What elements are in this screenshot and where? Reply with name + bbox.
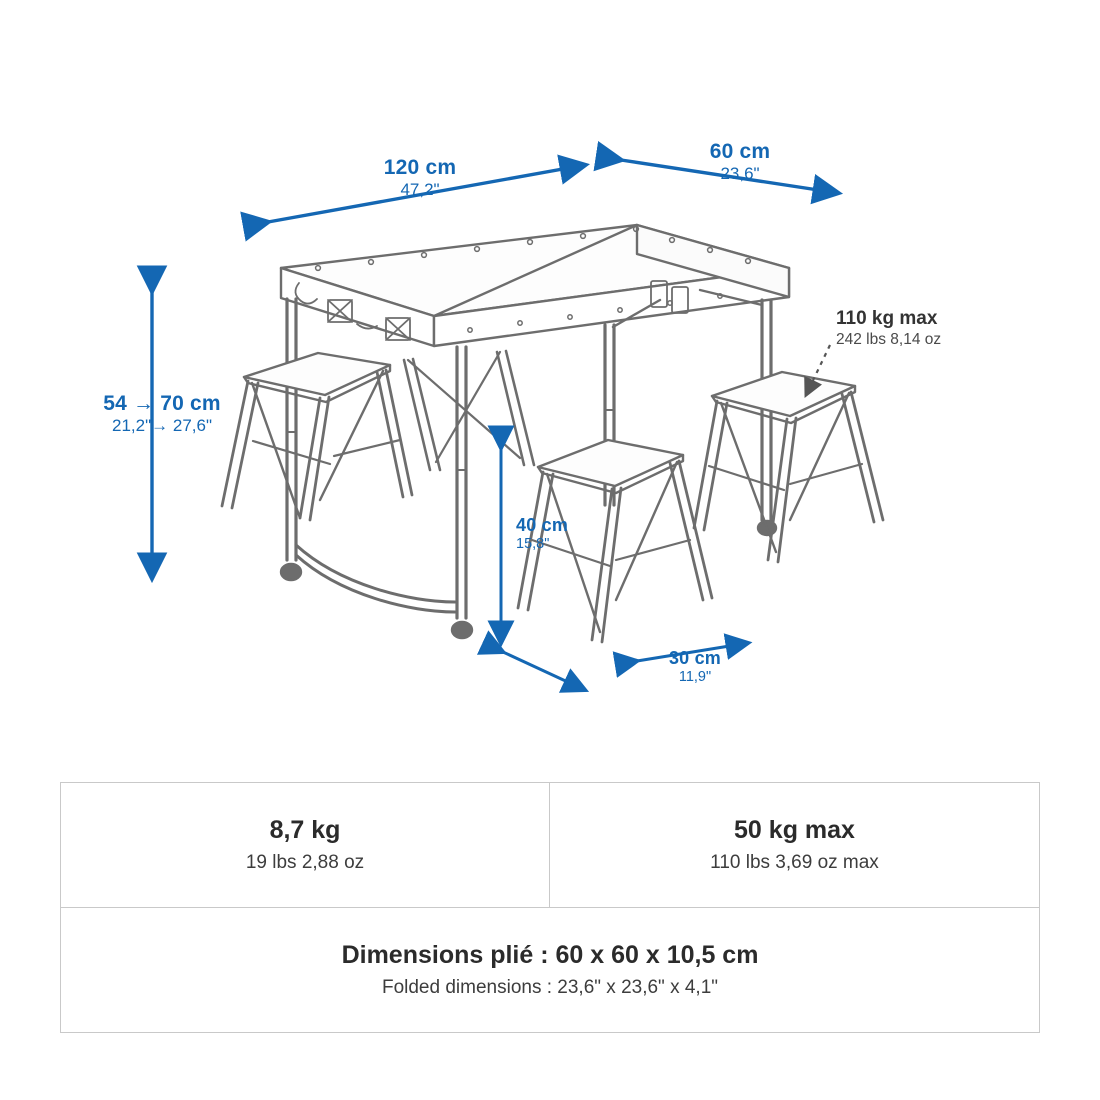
folded-dimensions-imperial: Folded dimensions : 23,6" x 23,6" x 4,1": [381, 977, 719, 998]
stool-max-load-imperial: 242 lbs 8,14 oz: [836, 330, 942, 348]
table-width-imperial: 23,6": [720, 164, 760, 184]
stool-width-metric: 30 cm: [668, 648, 722, 668]
weight-imperial: 19 lbs 2,88 oz: [245, 852, 365, 873]
spec-cell-weight: [61, 783, 550, 907]
folded-dimensions-metric: Dimensions plié : 60 x 60 x 10,5 cm: [341, 941, 759, 969]
spec-row-top: [61, 783, 1039, 908]
spec-cell-max-load: [550, 783, 1039, 907]
spec-row-folded: [61, 908, 1039, 1032]
dimension-label-stool-height: [516, 515, 626, 552]
stool-max-load-metric: 110 kg max: [836, 308, 938, 329]
table-length-imperial: 47,2": [400, 180, 440, 200]
max-load-imperial: 110 lbs 3,69 oz max: [710, 852, 879, 873]
stool-width-imperial: 11,9": [678, 668, 712, 685]
stool-illustration-1: [222, 353, 412, 520]
dimension-label-stool-width: [640, 648, 750, 685]
dimension-arrows: [152, 160, 838, 690]
stool-height-metric: 40 cm: [516, 515, 569, 535]
weight-metric: 8,7 kg: [269, 816, 341, 844]
dimension-label-table-width: [660, 140, 820, 184]
table-width-metric: 60 cm: [709, 140, 771, 163]
stool-height-imperial: 15,8": [516, 535, 550, 552]
spec-cell-folded-dimensions: [61, 908, 1039, 1032]
dimension-label-table-length: [330, 156, 510, 200]
table-height-metric: 54 → 70 cm: [103, 392, 221, 415]
stool-illustration-3: [694, 372, 883, 562]
specification-table: [60, 782, 1040, 1033]
stool-illustration-4: [404, 351, 534, 470]
table-height-imperial: 21,2"→ 27,6": [112, 416, 212, 436]
max-load-metric: 50 kg max: [734, 816, 855, 844]
table-length-metric: 120 cm: [383, 156, 457, 179]
stool-max-load-callout: [836, 308, 941, 349]
dimension-label-table-height: [72, 392, 252, 436]
